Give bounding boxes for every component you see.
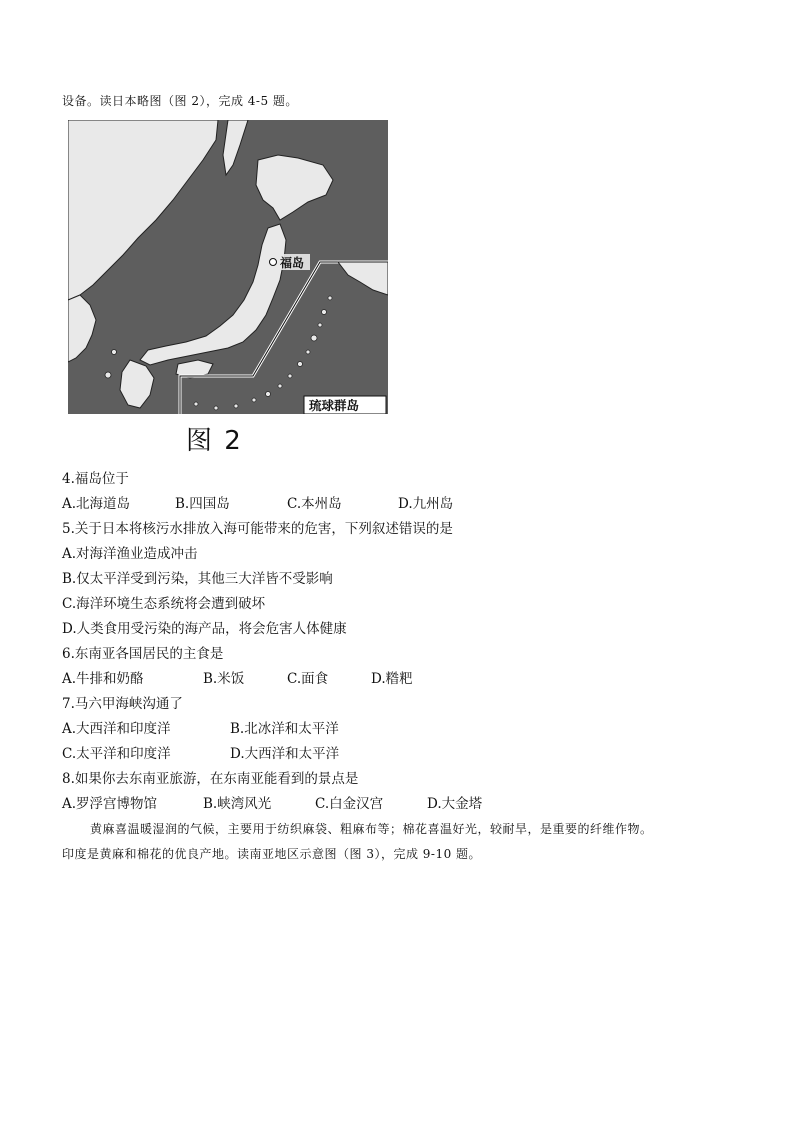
q6-option-c: C.面食 [287, 671, 329, 687]
japan-map-svg [68, 120, 388, 414]
q8-option-a: A.罗浮宫博物馆 [62, 796, 158, 812]
q8-option-b: B.峡湾风光 [203, 796, 272, 812]
fukushima-marker [270, 259, 277, 266]
intro-text: 设备。读日本略图（图 2），完成 4-5 题。 [62, 94, 298, 108]
fukushima-label: 福岛 [280, 256, 305, 270]
question-7-stem: 7.马六甲海峡沟通了 [62, 696, 183, 712]
q6-option-a: A.牛排和奶酪 [62, 671, 144, 687]
ryukyu-label: 琉球群岛 [309, 398, 360, 413]
question-4-stem: 4.福岛位于 [62, 471, 129, 487]
q5-option-a: A.对海洋渔业造成冲击 [62, 546, 198, 562]
question-5-stem: 5.关于日本将核污水排放入海可能带来的危害，下列叙述错误的是 [62, 521, 453, 537]
q7-option-a: A.大西洋和印度洋 [62, 721, 171, 737]
q7-option-d: D.大西洋和太平洋 [230, 746, 340, 762]
japan-map [68, 120, 388, 414]
question-6-stem: 6.东南亚各国居民的主食是 [62, 646, 224, 662]
small-island [105, 372, 111, 378]
figure-caption: 图 2 [186, 426, 243, 456]
q7-option-c: C.太平洋和印度洋 [62, 746, 171, 762]
q5-option-b: B.仅太平洋受到污染，其他三大洋皆不受影响 [62, 571, 333, 587]
q7-option-b: B.北冰洋和太平洋 [230, 721, 339, 737]
q4-option-d: D.九州岛 [398, 496, 454, 512]
q6-option-d: D.糌粑 [371, 671, 413, 687]
passage-line-2: 印度是黄麻和棉花的优良产地。读南亚地区示意图（图 3），完成 9-10 题。 [62, 847, 482, 861]
q4-option-c: C.本州岛 [287, 496, 342, 512]
q8-option-d: D.大金塔 [427, 796, 483, 812]
q8-option-c: C.白金汉宫 [315, 796, 384, 812]
question-8-stem: 8.如果你去东南亚旅游，在东南亚能看到的景点是 [62, 771, 359, 787]
passage-line-1: 黄麻喜温暖湿润的气候，主要用于纺织麻袋、粗麻布等；棉花喜温好光，较耐旱，是重要的纤维作物。 [90, 822, 653, 836]
q5-option-c: C.海洋环境生态系统将会遭到破坏 [62, 596, 266, 612]
q4-option-a: A.北海道岛 [62, 496, 131, 512]
small-island [112, 350, 117, 355]
q6-option-b: B.米饭 [203, 671, 245, 687]
q5-option-d: D.人类食用受污染的海产品，将会危害人体健康 [62, 621, 347, 637]
q4-option-b: B.四国岛 [175, 496, 230, 512]
